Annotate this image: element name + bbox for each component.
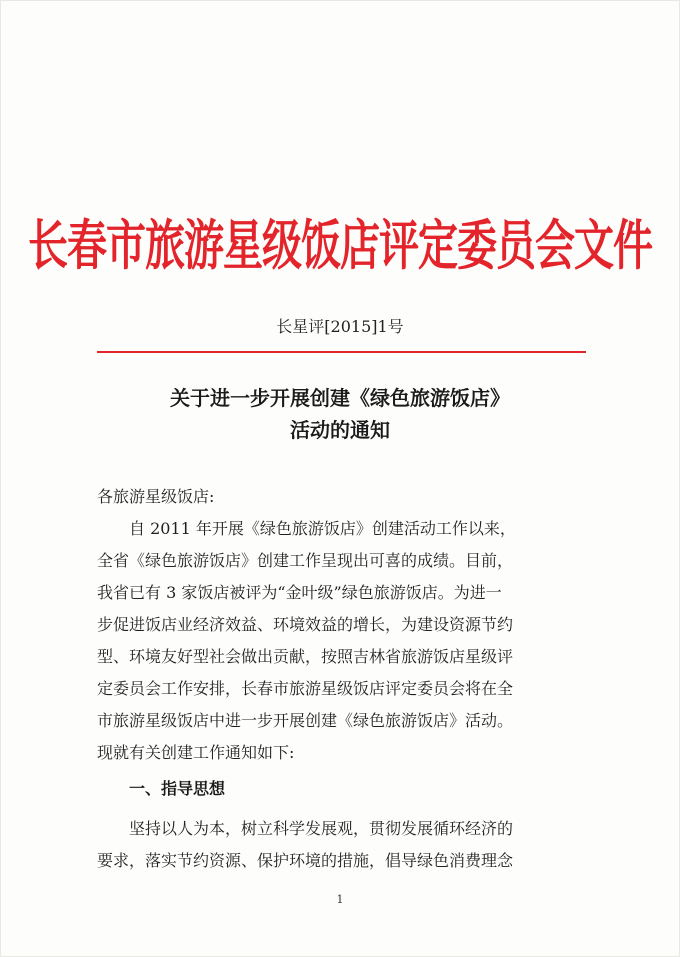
paragraph-line: 全省《绿色旅游饭店》创建工作呈现出可喜的成绩。目前， <box>97 551 514 570</box>
page-number: 1 <box>336 893 344 906</box>
section-heading-guiding-ideology: 一、指导思想 <box>129 779 226 798</box>
paragraph-line: 自 2011 年开展《绿色旅游饭店》创建活动工作以来， <box>129 519 516 538</box>
paragraph-line: 坚持以人为本，树立科学发展观，贯彻发展循环经济的 <box>129 819 514 838</box>
paragraph-intro <box>97 513 587 769</box>
document-number: 长星评[2015]1号 <box>276 317 404 336</box>
red-divider-line <box>97 351 586 353</box>
paragraph-line: 要求，落实节约资源、保护环境的措施，倡导绿色消费理念 <box>97 851 514 870</box>
notice-title-line-2: 活动的通知 <box>290 418 390 442</box>
paragraph-line: 现就有关创建工作通知如下: <box>97 743 295 762</box>
paragraph-line: 定委员会工作安排，长春市旅游星级饭店评定委员会将在全 <box>97 679 514 698</box>
paragraph-line: 步促进饭店业经济效益、环境效益的增长，为建设资源节约 <box>97 615 514 634</box>
paragraph-line: 型、环境友好型社会做出贡献，按照吉林省旅游饭店星级评 <box>97 647 514 666</box>
paragraph-line: 市旅游星级饭店中进一步开展创建《绿色旅游饭店》活动。 <box>97 711 514 730</box>
paragraph-line: 我省已有 3 家饭店被评为“金叶级”绿色旅游饭店。为进一 <box>97 583 502 602</box>
paragraph-guiding-ideology <box>97 813 587 877</box>
addressee: 各旅游星级饭店: <box>97 487 215 506</box>
notice-title-line-1: 关于进一步开展创建《绿色旅游饭店》 <box>170 386 510 410</box>
document-header-title: 长春市旅游星级饭店评定委员会文件 <box>28 213 652 278</box>
